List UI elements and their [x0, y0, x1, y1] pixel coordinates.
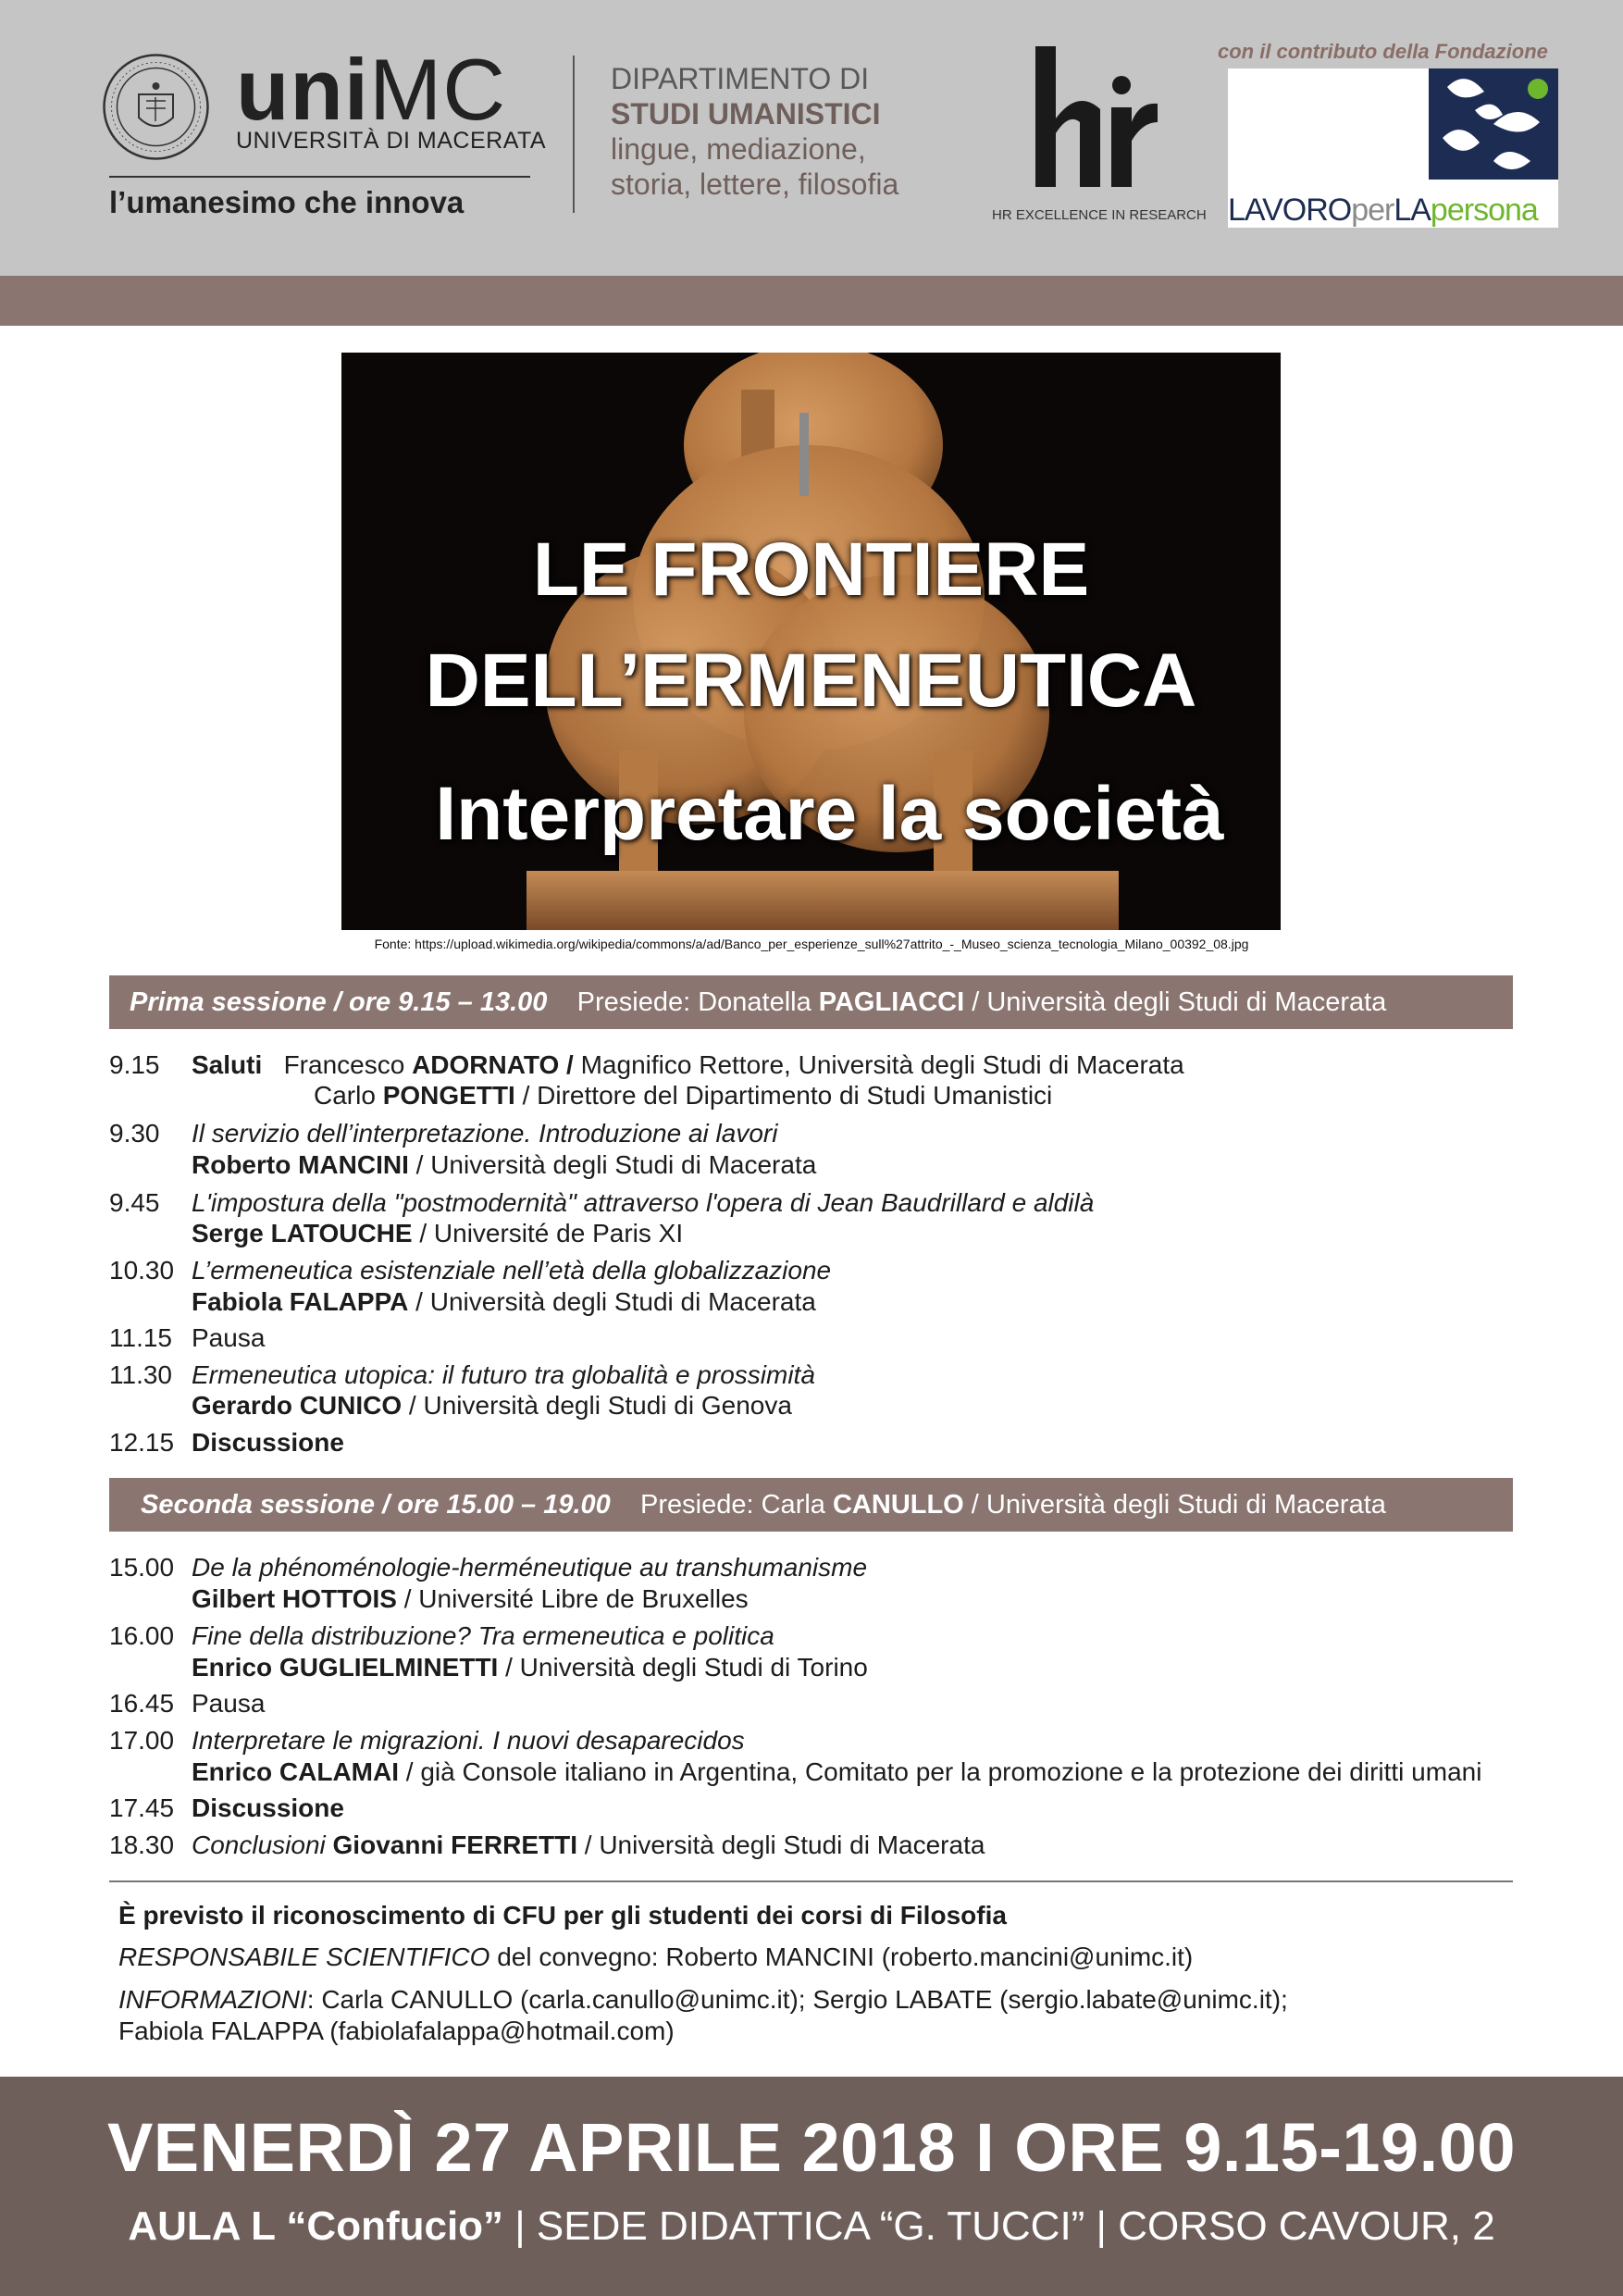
speaker-affiliation: / Università degli Studi di Macerata [577, 1831, 985, 1859]
info-label: INFORMAZIONI [118, 1985, 307, 2014]
session1-bar [109, 975, 1513, 1029]
item-time: 16.00 [109, 1621, 175, 1650]
item-title: Il servizio dell’interpretazione. Introduzione ai lavori [192, 1119, 778, 1148]
programme-row [109, 1187, 1094, 1219]
speaker-affiliation: / Direttore del Dipartimento di Studi Umanistici [514, 1081, 1053, 1110]
contribution-text: con il contributo della Fondazione [1218, 40, 1548, 63]
item-time: 11.15 [109, 1323, 172, 1352]
item-time: 16.45 [109, 1689, 175, 1718]
programme-subrow [192, 1756, 1481, 1788]
programme-subrow [192, 1286, 816, 1318]
sponsor-part-b: per [1351, 192, 1394, 228]
item-title: Ermeneutica utopica: il futuro tra globalità e prossimità [192, 1360, 815, 1389]
venue-room: AULA L “Confucio” [128, 2203, 504, 2249]
programme-row [109, 1322, 265, 1354]
programme-subrow [192, 1652, 868, 1683]
session2-chair-prefix: Presiede: Carla [640, 1490, 833, 1520]
speaker-first: Carlo [314, 1081, 383, 1110]
speaker-last: ADORNATO / [412, 1050, 574, 1079]
speaker-first: Francesco [283, 1050, 413, 1079]
session2-chair-name: CANULLO [832, 1490, 964, 1520]
venue-address: | SEDE DIDATTICA “G. TUCCI” | CORSO CAVOUR, 2 [503, 2203, 1495, 2249]
dept-line1: DIPARTIMENTO DI [611, 62, 870, 95]
sponsor-part-c: LA [1394, 192, 1431, 228]
speaker-name: Enrico GUGLIELMINETTI [192, 1653, 499, 1682]
cfu-note [118, 1900, 1007, 1931]
hr-caption: HR EXCELLENCE IN RESEARCH [992, 207, 1207, 223]
session2-label: Seconda sessione / ore 15.00 – 19.00 [141, 1490, 611, 1520]
university-seal-icon [102, 53, 210, 161]
event-venue [0, 2203, 1623, 2250]
hero-image [341, 353, 1281, 930]
programme-subrow [314, 1080, 1052, 1111]
programme-row [109, 1255, 831, 1286]
session1-chair-name: PAGLIACCI [818, 987, 965, 1017]
programme-row [109, 1620, 774, 1652]
speaker-name: Roberto MANCINI [192, 1150, 409, 1179]
session1-chair-suffix: / Università degli Studi di Macerata [964, 987, 1387, 1017]
event-date: VENERDÌ 27 APRILE 2018 I ORE 9.15-19.00 [106, 2109, 1517, 2186]
dept-line3: lingue, mediazione, [611, 132, 866, 166]
info-text2: Fabiola FALAPPA (fabiolafalappa@hotmail.com) [118, 2017, 675, 2045]
item-time: 17.00 [109, 1726, 175, 1755]
programme-subrow [192, 1583, 749, 1615]
speaker-affiliation: / Università degli Studi di Torino [498, 1653, 868, 1682]
speaker-name: Serge LATOUCHE [192, 1219, 413, 1247]
item-time: 9.45 [109, 1188, 160, 1217]
item-title: Fine della distribuzione? Tra ermeneutica e politica [192, 1621, 774, 1650]
item-title: Pausa [192, 1689, 266, 1718]
brand-light: MC [368, 41, 507, 138]
hero-title-line1: LE FRONTIERE [532, 527, 1090, 612]
department-name [611, 61, 898, 202]
speaker-name: Gerardo CUNICO [192, 1391, 403, 1420]
image-source: Fonte: https://upload.wikimedia.org/wikipedia/commons/a/ad/Banco_per_esperienze_sull%27attrito_-_Museo_scienza_tecnologia_Milano_00392_08.jpg [374, 937, 1249, 951]
dept-line2: STUDI UMANISTICI [611, 97, 881, 130]
programme-row [109, 1118, 777, 1149]
item-time: 11.30 [109, 1360, 172, 1389]
speaker-last: PONGETTI [382, 1081, 515, 1110]
programme-row [109, 1049, 1184, 1081]
item-title: L’ermeneutica esistenziale nell’età della globalizzazione [192, 1256, 832, 1285]
programme-subrow [192, 1390, 792, 1421]
programme-row [109, 1830, 985, 1861]
dept-line4: storia, lettere, filosofia [611, 168, 899, 201]
programme-row [109, 1725, 745, 1756]
hr-excellence-logo-icon [1022, 44, 1161, 192]
item-time: 9.15 [109, 1050, 160, 1079]
item-title: Saluti [192, 1050, 263, 1079]
speaker-name: Giovanni FERRETTI [332, 1831, 577, 1859]
programme-row [109, 1793, 344, 1824]
university-name: UNIVERSITÀ DI MACERATA [236, 128, 547, 154]
resp-label: RESPONSABILE SCIENTIFICO [118, 1942, 490, 1971]
hero-title-line2: DELL’ERMENEUTICA [425, 639, 1197, 723]
session2-bar [109, 1478, 1513, 1532]
item-time: 10.30 [109, 1256, 175, 1285]
notes-divider [109, 1880, 1513, 1882]
item-time: 12.15 [109, 1428, 175, 1457]
sponsor-name [1228, 192, 1538, 229]
sponsor-part-a: LAVORO [1228, 192, 1352, 228]
speaker-affiliation: / Université Libre de Bruxelles [396, 1584, 749, 1613]
item-title: Pausa [192, 1323, 266, 1352]
info-text: : Carla CANULLO (carla.canullo@unimc.it); Sergio LABATE (sergio.labate@unimc.it); [306, 1985, 1288, 2014]
item-time: 9.30 [109, 1119, 160, 1148]
cfu-text: È previsto il riconoscimento di CFU per gli studenti dei corsi di Filosofia [118, 1901, 1007, 1930]
information-cont [118, 2016, 675, 2047]
item-title: Discussione [192, 1793, 344, 1822]
header-separator [573, 56, 575, 213]
hero-subtitle: Interpretare la società [435, 772, 1224, 856]
information [118, 1984, 1288, 2016]
lavoro-per-la-persona-mark-icon [1429, 68, 1558, 180]
speaker-affiliation: / Università degli Studi di Macerata [408, 1150, 817, 1179]
item-title: Interpretare le migrazioni. I nuovi desaparecidos [192, 1726, 745, 1755]
logo-rule [109, 176, 530, 178]
item-time: 18.30 [109, 1831, 175, 1859]
speaker-name: Enrico CALAMAI [192, 1757, 399, 1786]
unimc-logo [236, 41, 507, 138]
speaker-name: Fabiola FALAPPA [192, 1287, 409, 1316]
speaker-affiliation: / Università degli Studi di Genova [402, 1391, 792, 1420]
programme-row [109, 1688, 265, 1719]
programme-subrow [192, 1149, 816, 1181]
item-title: L'impostura della "postmodernità" attraverso l'opera di Jean Baudrillard e aldilà [192, 1188, 1095, 1217]
item-title: Discussione [192, 1428, 344, 1457]
speaker-affiliation: / Università degli Studi di Macerata [408, 1287, 816, 1316]
item-title: De la phénoménologie-herméneutique au transhumanisme [192, 1553, 868, 1582]
item-time: 15.00 [109, 1553, 175, 1582]
session2-chair-suffix: / Università degli Studi di Macerata [963, 1490, 1386, 1520]
header-divider-band [0, 276, 1623, 326]
scientific-lead [118, 1942, 1193, 1973]
item-time: 17.45 [109, 1793, 175, 1822]
programme-row [109, 1427, 344, 1458]
speaker-affiliation: / Université de Paris XI [412, 1219, 684, 1247]
sponsor-part-d: persona [1430, 192, 1538, 228]
session1-label: Prima sessione / ore 9.15 – 13.00 [130, 987, 548, 1017]
speaker-affiliation: Magnifico Rettore, Università degli Studi di Macerata [573, 1050, 1184, 1079]
programme-row [109, 1552, 867, 1583]
item-title: Conclusioni [192, 1831, 326, 1859]
resp-text: del convegno: Roberto MANCINI (roberto.mancini@unimc.it) [489, 1942, 1194, 1971]
session1-chair-prefix: Presiede: Donatella [576, 987, 819, 1017]
university-motto: l’umanesimo che innova [109, 185, 465, 219]
brand-bold: uni [236, 41, 369, 138]
speaker-name: Gilbert HOTTOIS [192, 1584, 397, 1613]
programme-subrow [192, 1218, 683, 1249]
speaker-affiliation: / già Console italiano in Argentina, Comitato per la promozione e la protezione dei diritti umani [399, 1757, 1482, 1786]
programme-row [109, 1359, 815, 1391]
